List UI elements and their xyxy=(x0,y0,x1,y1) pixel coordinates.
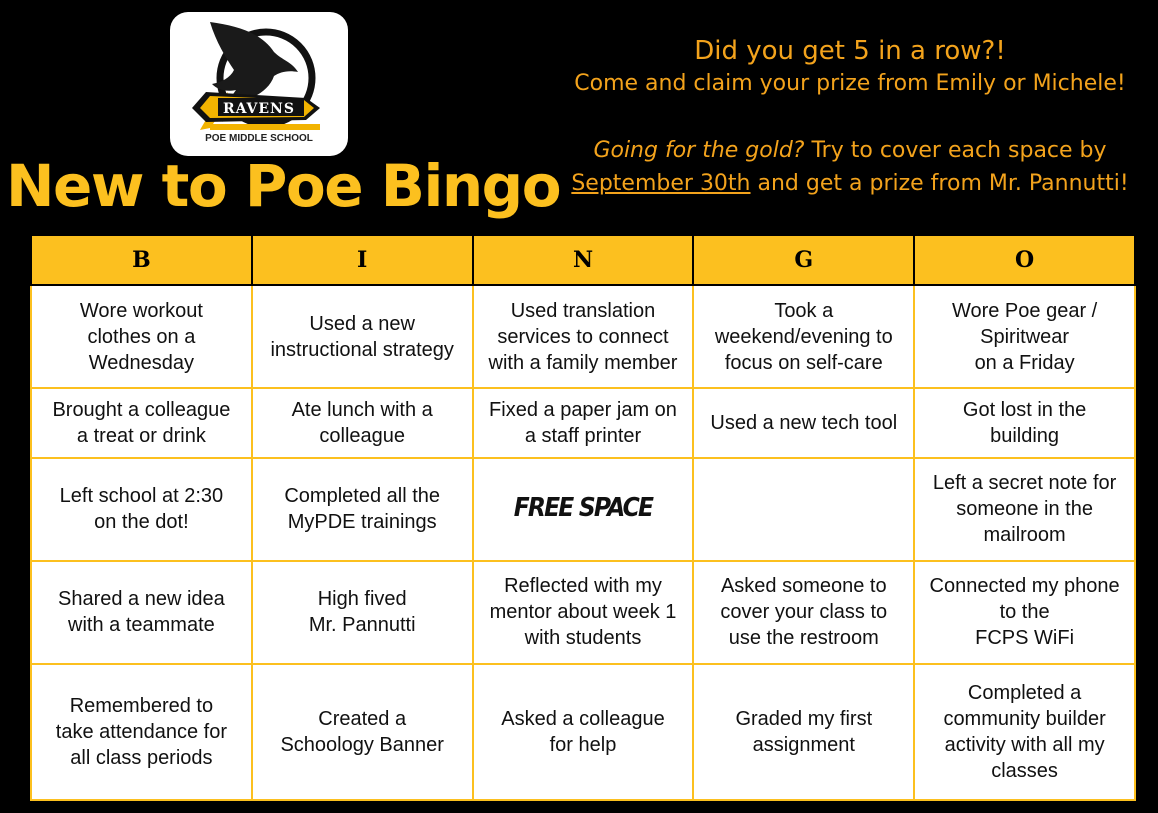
bingo-cell: Shared a new idea with a teammate xyxy=(31,561,252,664)
bingo-card xyxy=(30,234,1136,801)
bingo-cell: Used a new instructional strategy xyxy=(252,285,473,388)
bingo-row xyxy=(31,285,1135,388)
gold-rest-text: Try to cover each space by xyxy=(804,138,1107,163)
logo-ravens-text: RAVENS xyxy=(223,101,295,117)
bingo-cell: Took a weekend/evening to focus on self-care xyxy=(693,285,914,388)
bingo-cell: Graded my first assignment xyxy=(693,664,914,800)
free-space-cell xyxy=(473,458,694,561)
bingo-row xyxy=(31,561,1135,664)
bingo-cell: Asked a colleague for help xyxy=(473,664,694,800)
bingo-cell xyxy=(693,458,914,561)
bingo-cell: Brought a colleague a treat or drink xyxy=(31,388,252,458)
bingo-cell: High fived Mr. Pannutti xyxy=(252,561,473,664)
bingo-cell: Ate lunch with a colleague xyxy=(252,388,473,458)
bingo-cell: Reflected with my mentor about week 1 with students xyxy=(473,561,694,664)
header-i: I xyxy=(252,235,473,285)
deadline-line xyxy=(550,167,1150,200)
claim-prize-line: Come and claim your prize from Emily or Michele! xyxy=(574,71,1126,96)
deadline-rest-text: and get a prize from Mr. Pannutti! xyxy=(750,171,1129,196)
header-o: O xyxy=(914,235,1135,285)
bingo-cell: Connected my phone to the FCPS WiFi xyxy=(914,561,1135,664)
gold-italic-text: Going for the gold? xyxy=(593,138,805,163)
bingo-cell: Created a Schoology Banner xyxy=(252,664,473,800)
page-title: New to Poe Bingo xyxy=(6,152,561,220)
bingo-header-row xyxy=(31,235,1135,285)
header-g: G xyxy=(693,235,914,285)
bingo-cell: Left a secret note for someone in the mailroom xyxy=(914,458,1135,561)
bingo-cell: Asked someone to cover your class to use the restroom xyxy=(693,561,914,664)
bingo-cell: Used translation services to connect with a family member xyxy=(473,285,694,388)
bingo-cell: Remembered to take attendance for all class periods xyxy=(31,664,252,800)
gold-line xyxy=(550,134,1150,167)
bingo-row xyxy=(31,388,1135,458)
bingo-cell: Used a new tech tool xyxy=(693,388,914,458)
logo-school-name: POE MIDDLE SCHOOL xyxy=(205,133,313,144)
bingo-cell: Left school at 2:30 on the dot! xyxy=(31,458,252,561)
bingo-cell: Wore workout clothes on a Wednesday xyxy=(31,285,252,388)
header-b: B xyxy=(31,235,252,285)
deadline-date: September 30th xyxy=(571,171,751,196)
bingo-cell: Completed a community builder activity with all my classes xyxy=(914,664,1135,800)
five-in-row-line: Did you get 5 in a row?! xyxy=(694,36,1006,66)
bingo-cell: Wore Poe gear / Spiritwear on a Friday xyxy=(914,285,1135,388)
school-logo xyxy=(170,12,348,156)
free-space-label: FREE SPACE xyxy=(513,493,653,524)
bingo-row xyxy=(31,458,1135,561)
instructions-text xyxy=(550,34,1150,200)
bingo-row xyxy=(31,664,1135,800)
bingo-cell: Fixed a paper jam on a staff printer xyxy=(473,388,694,458)
bingo-cell: Completed all the MyPDE trainings xyxy=(252,458,473,561)
bingo-cell: Got lost in the building xyxy=(914,388,1135,458)
header-n: N xyxy=(473,235,694,285)
